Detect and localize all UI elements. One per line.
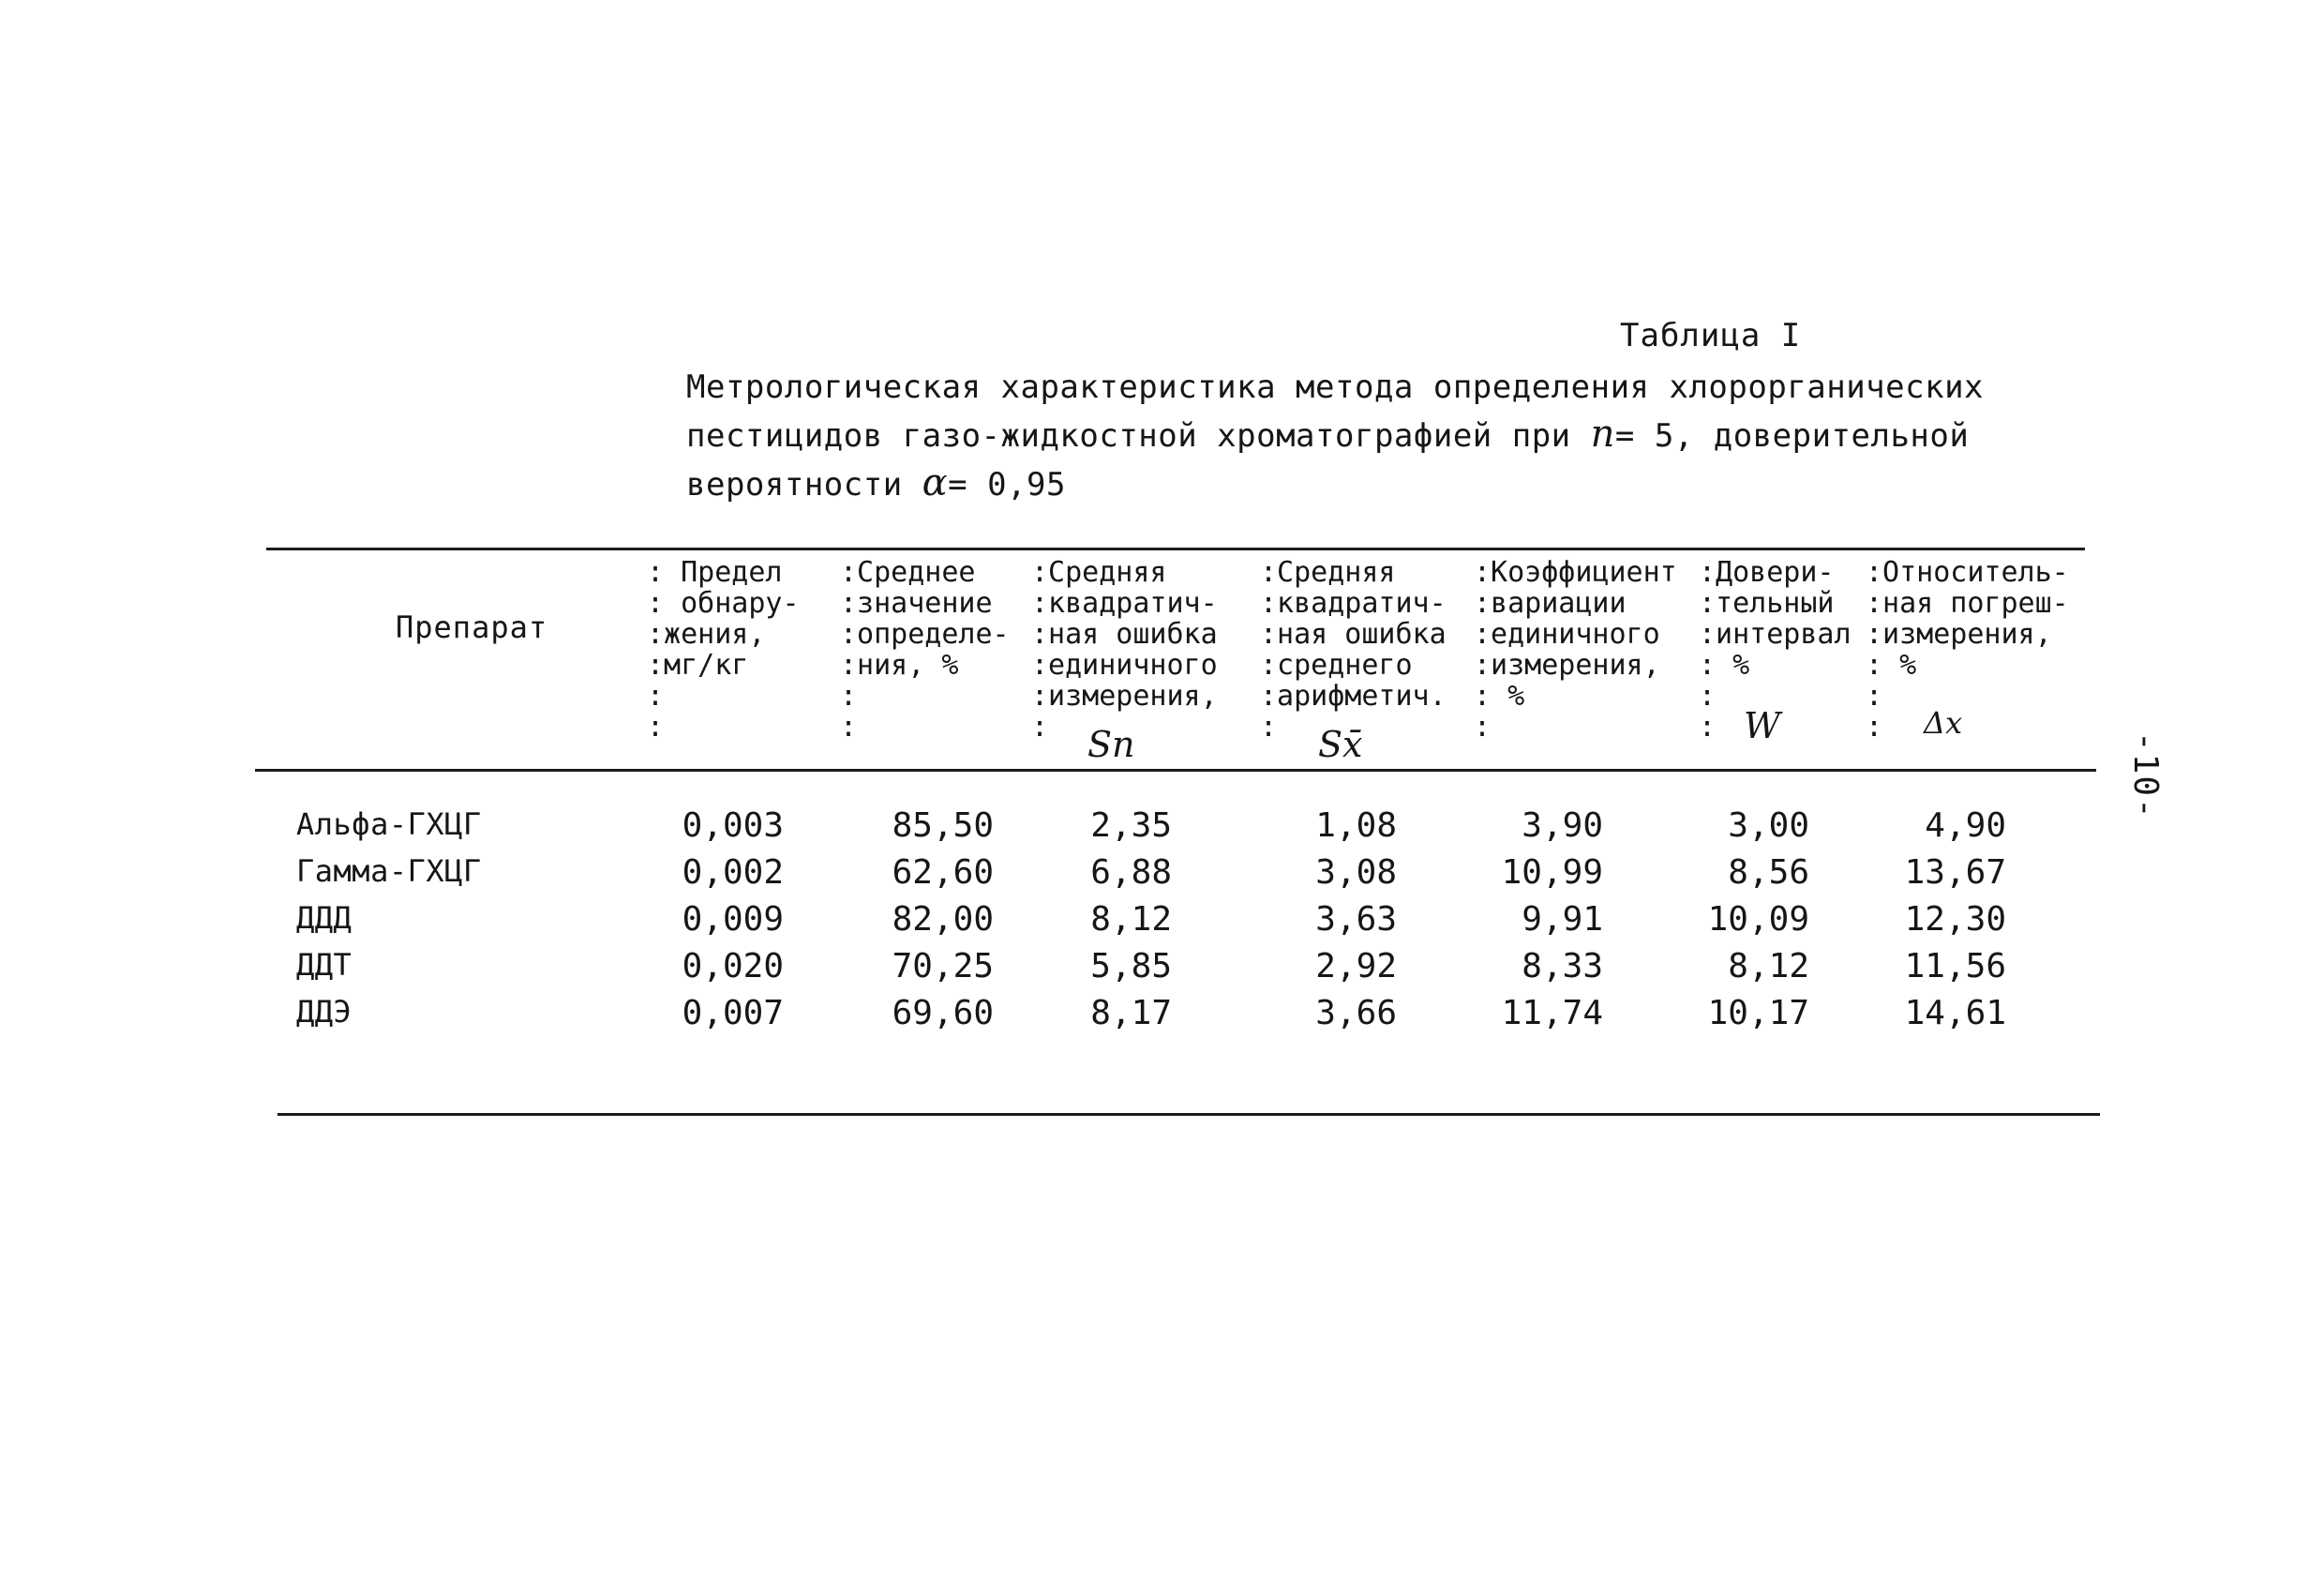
cell-mean: 62,60 bbox=[892, 853, 994, 892]
cell-sn: 5,85 bbox=[1090, 947, 1172, 985]
row-name: Гамма-ГХЦГ bbox=[296, 853, 482, 889]
cell-w: 8,12 bbox=[1728, 947, 1809, 985]
cell-limit: 0,003 bbox=[682, 806, 784, 845]
cell-limit: 0,007 bbox=[682, 994, 784, 1032]
title-part-1: Метрологическая характеристика метода определения хлорорганических пестицидов газо-жидкостной хроматографией при bbox=[686, 368, 2003, 455]
row-name: Альфа-ГХЦГ bbox=[296, 806, 482, 842]
header-confidence-symbol: W bbox=[1744, 705, 1781, 746]
table-top-rule bbox=[266, 548, 2085, 550]
cell-dx: 11,56 bbox=[1904, 947, 2006, 985]
table-title bbox=[686, 364, 2074, 508]
cell-sx: 3,08 bbox=[1315, 853, 1397, 892]
header-sd-mean-symbol: Sx̄ bbox=[1318, 724, 1363, 765]
cell-sn: 8,17 bbox=[1090, 994, 1172, 1032]
cell-cv: 3,90 bbox=[1522, 806, 1603, 845]
header-mean-value: :Среднее :значение :определе- :ния, % : : bbox=[840, 556, 1010, 744]
header-sd-single-symbol: Sn bbox=[1087, 724, 1135, 765]
cell-mean: 82,00 bbox=[892, 900, 994, 939]
cell-w: 10,09 bbox=[1707, 900, 1809, 939]
table-caption: Таблица I bbox=[1620, 317, 1802, 354]
header-cv: :Коэффициент :вариации :единичного :измерения, : % : bbox=[1474, 556, 1677, 744]
cell-mean: 85,50 bbox=[892, 806, 994, 845]
cell-sx: 2,92 bbox=[1315, 947, 1397, 985]
header-sd-single: :Средняя :квадратич- :ная ошибка :единичного :измерения, : bbox=[1031, 556, 1218, 744]
header-preparation: Препарат bbox=[396, 609, 548, 645]
cell-sn: 2,35 bbox=[1090, 806, 1172, 845]
title-n-symbol: n bbox=[1590, 413, 1615, 456]
cell-sx: 3,66 bbox=[1315, 994, 1397, 1032]
cell-limit: 0,020 bbox=[682, 947, 784, 985]
row-name: ДДД bbox=[296, 900, 352, 936]
cell-cv: 10,99 bbox=[1501, 853, 1603, 892]
cell-sn: 8,12 bbox=[1090, 900, 1172, 939]
cell-dx: 4,90 bbox=[1925, 806, 2006, 845]
cell-cv: 9,91 bbox=[1522, 900, 1603, 939]
header-relative-error: :Относитель- :ная погреш- :измерения, : % : : bbox=[1866, 556, 2069, 744]
table-row bbox=[0, 900, 2324, 947]
row-name: ДДЭ bbox=[296, 994, 352, 1030]
cell-sx: 1,08 bbox=[1315, 806, 1397, 845]
header-detection-limit: : Предел : обнару- :жения, :мг/кг : : bbox=[647, 556, 800, 744]
cell-cv: 8,33 bbox=[1522, 947, 1603, 985]
cell-sn: 6,88 bbox=[1090, 853, 1172, 892]
table-row bbox=[0, 947, 2324, 994]
header-relative-error-symbol: Δx bbox=[1924, 705, 1963, 741]
table-row bbox=[0, 853, 2324, 900]
cell-limit: 0,009 bbox=[682, 900, 784, 939]
row-name: ДДТ bbox=[296, 947, 352, 983]
table-header-rule bbox=[255, 769, 2096, 772]
table-row bbox=[0, 994, 2324, 1041]
cell-w: 8,56 bbox=[1728, 853, 1809, 892]
cell-dx: 12,30 bbox=[1904, 900, 2006, 939]
title-part-3: = 0,95 bbox=[948, 466, 1066, 504]
title-part-2: = 5, доверительной вероятности bbox=[686, 417, 1989, 504]
table-bottom-rule bbox=[277, 1113, 2100, 1116]
cell-w: 3,00 bbox=[1728, 806, 1809, 845]
cell-dx: 13,67 bbox=[1904, 853, 2006, 892]
header-sd-mean: :Средняя :квадратич- :ная ошибка :среднего :арифметич. : bbox=[1260, 556, 1447, 744]
page-number: -10- bbox=[2126, 731, 2165, 820]
cell-mean: 69,60 bbox=[892, 994, 994, 1032]
cell-limit: 0,002 bbox=[682, 853, 784, 892]
cell-dx: 14,61 bbox=[1904, 994, 2006, 1032]
cell-sx: 3,63 bbox=[1315, 900, 1397, 939]
table-row bbox=[0, 806, 2324, 853]
cell-mean: 70,25 bbox=[892, 947, 994, 985]
title-alpha-symbol: α bbox=[922, 461, 949, 504]
header-confidence: :Довери- :тельный :интервал : % : : bbox=[1699, 556, 1852, 744]
cell-cv: 11,74 bbox=[1501, 994, 1603, 1032]
cell-w: 10,17 bbox=[1707, 994, 1809, 1032]
